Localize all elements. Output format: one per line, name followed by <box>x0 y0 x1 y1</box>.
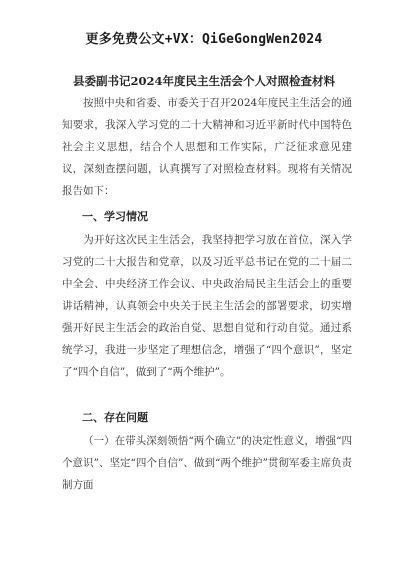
study-text: 为开好这次民主生活会，我坚持把学习放在首位，深入学习党的二十大报告和党章，以及习近平总书记在党的二十届二中全会、中央经济工作会议、中央政治局民主生活会上的重要讲话精神，认真领会中央关于民主生活会的部署要求，切实增强开好民主生活会的政治自觉、思想自觉和行动自觉。通过系统学习，我进一步坚定了理想信念，增强了“四个意识”，坚定了“四个自信”，做到了“两个维护”。 <box>62 234 352 378</box>
document-title: 县委副书记2024年度民主生活会个人对照检查材料 <box>72 74 335 88</box>
promo-banner: 更多免费公文+VX：QiGeGongWen2024 <box>85 32 323 47</box>
section-body-problems <box>62 430 352 496</box>
intro-text: 按照中央和省委、市委关于召开2024年度民主生活会的通知要求，我深入学习党的二十大精神和习近平新时代中国特色社会主义思想，结合个人思想和工作实际，广泛征求意见建议，深刻查摆问题，认真撰写了对照检查材料。现将有关情况报告如下： <box>62 97 352 197</box>
section-heading-problems: 二、存在问题 <box>82 411 148 424</box>
intro-paragraph <box>62 92 352 202</box>
problems-text: （一）在带头深刻领悟“两个确立”的决定性意义，增强“四个意识”、坚定“四个自信”、做到“两个维护”贯彻军委主席负责制方面 <box>62 435 352 491</box>
section-body-study <box>62 229 352 383</box>
section-heading-study: 一、学习情况 <box>82 210 148 223</box>
